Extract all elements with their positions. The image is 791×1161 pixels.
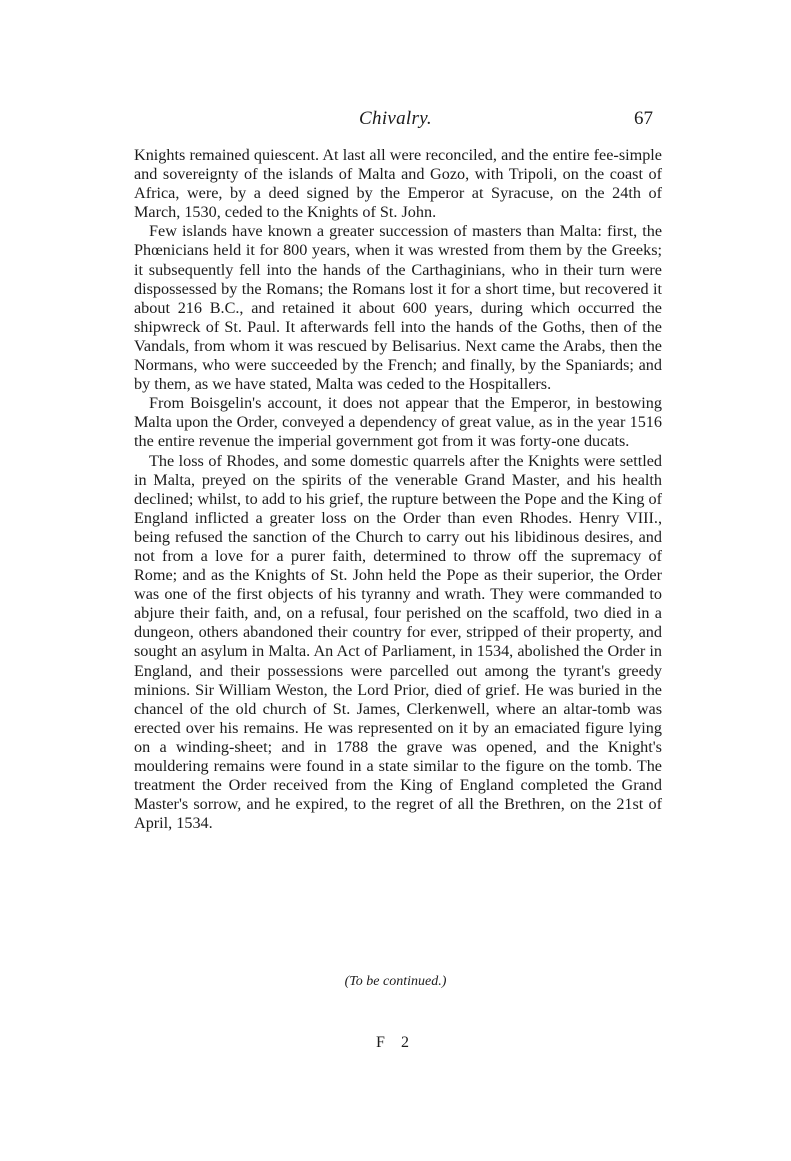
- running-title: Chivalry.: [359, 108, 432, 129]
- paragraph: From Boisgelin's account, it does not appear that the Emperor, in bestowing Malta upon the Order, conveyed a dependency of great value, as in the year 1516 the entire revenue the imperial government got from it was forty-one ducats.: [134, 394, 662, 451]
- page-number: 67: [634, 108, 653, 129]
- paragraph: Knights remained quiescent. At last all were reconciled, and the entire fee-simple and sovereignty of the islands of Malta and Gozo, with Tripoli, on the coast of Africa, were, by a deed signed by the Emperor at Syracuse, on the 24th of March, 1530, ceded to the Knights of St. John.: [134, 146, 662, 222]
- continued-note: (To be continued.): [344, 974, 447, 989]
- body-text: [134, 146, 662, 833]
- signature-mark: F 2: [376, 1034, 415, 1051]
- paragraph: The loss of Rhodes, and some domestic quarrels after the Knights were settled in Malta, preyed on the spirits of the venerable Grand Master, and his health declined; whilst, to add to his grief, the rupture between the Pope and the King of England inflicted a greater loss on the Order than even Rhodes. Henry VIII., being refused the sanction of the Church to carry out his libidinous desires, and not from a love for a purer faith, determined to throw off the supremacy of Rome; and as the Knights of St. John held the Pope as their superior, the Order was one of the first objects of his tyranny and wrath. They were commanded to abjure their faith, and, on a refusal, four perished on the scaffold, two died in a dungeon, others abandoned their country for ever, stripped of their property, and sought an asylum in Malta. An Act of Parliament, in 1534, abolished the Order in England, and their possessions were parcelled out among the tyrant's greedy minions. Sir William Weston, the Lord Prior, died of grief. He was buried in the chancel of the old church of St. James, Clerkenwell, where an altar-tomb was erected over his remains. He was represented on it by an emaciated figure lying on a winding-sheet; and in 1788 the grave was opened, and the Knight's mouldering remains were found in a state similar to the figure on the tomb. The treatment the Order received from the King of England completed the Grand Master's sorrow, and he expired, to the regret of all the Brethren, on the 21st of April, 1534.: [134, 451, 662, 833]
- paragraph: Few islands have known a greater succession of masters than Malta: first, the Phœnicians held it for 800 years, when it was wrested from them by the Greeks; it subsequently fell into the hands of the Carthaginians, who in their turn were dispossessed by the Romans; the Romans lost it for a short time, but recovered it about 216 B.C., and retained it about 600 years, during which occurred the shipwreck of St. Paul. It afterwards fell into the hands of the Goths, then of the Vandals, from whom it was rescued by Belisarius. Next came the Arabs, then the Normans, who were succeeded by the French; and finally, by the Spaniards; and by them, as we have stated, Malta was ceded to the Hospitallers.: [134, 222, 662, 394]
